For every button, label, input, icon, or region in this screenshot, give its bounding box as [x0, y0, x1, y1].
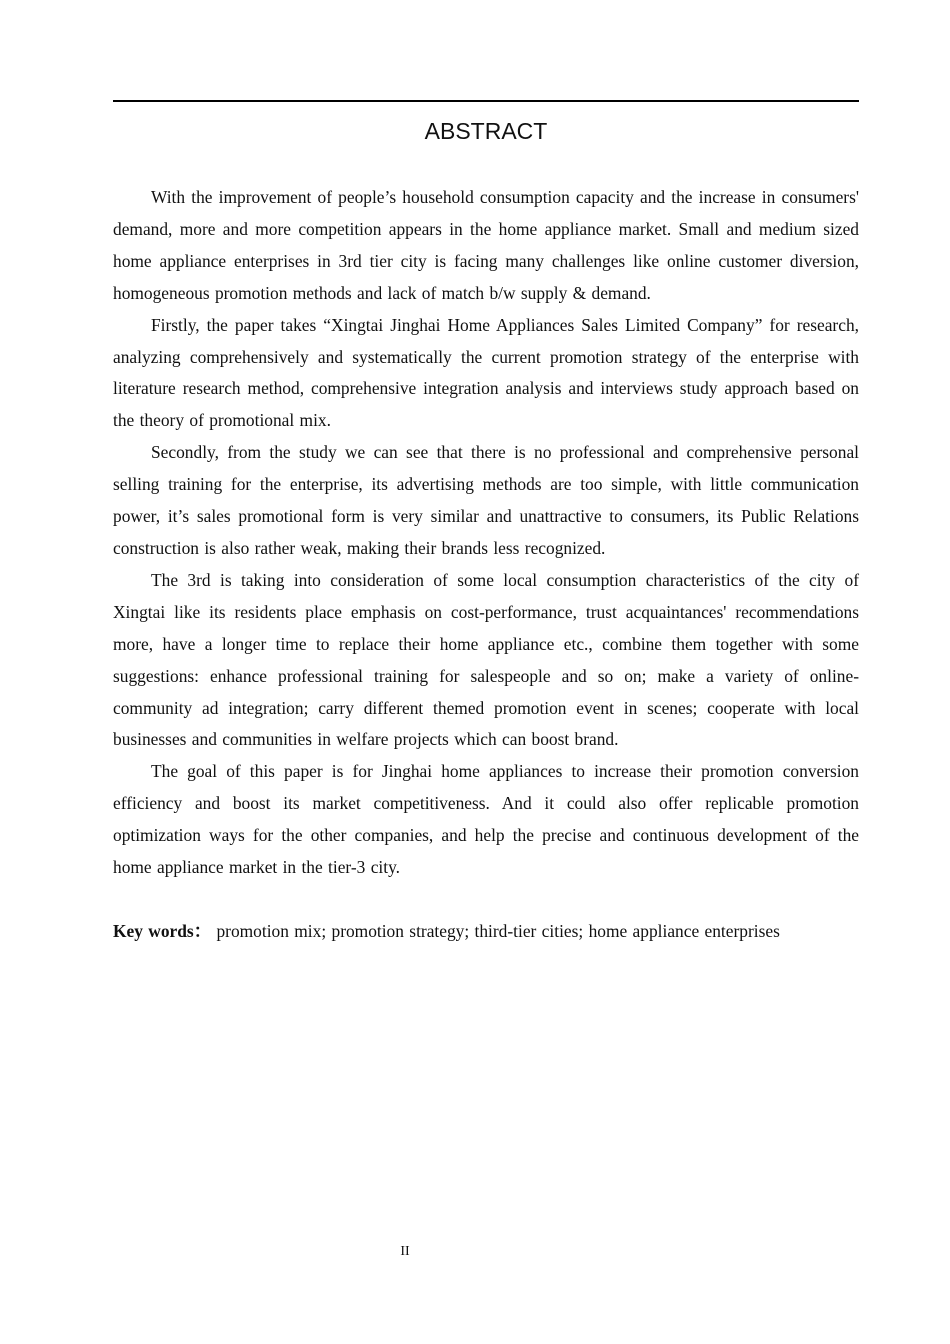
abstract-paragraph-4: The 3rd is taking into consideration of some local consumption characteristics of the city of Xingtai like its residents place emphasis on cost-performance, trust acquaintances' recommendations more, have a longer time to replace their home appliance etc., combine them together with some suggestions: enhance professional training for salespeople and so on; make a variety of online-community ad integration; carry different themed promotion event in scenes; cooperate with local businesses and communities in welfare projects which can boost brand.	[113, 569, 859, 750]
abstract-paragraph-5: The goal of this paper is for Jinghai home appliances to increase their promotion conversion efficiency and boost its market competitiveness. And it could also offer replicable promotion optimization ways for the other companies, and help the precise and continuous development of the home appliance market in the tier-3 city.	[113, 761, 859, 878]
abstract-title: ABSTRACT	[424, 118, 548, 144]
keywords-line	[113, 916, 859, 948]
abstract-paragraph-3: Secondly, from the study we can see that there is no professional and comprehensive personal selling training for the enterprise, its advertising methods are too simple, with little communication power, it’s sales promotional form is very similar and unattractive to consumers, its Public Relations construction is also rather weak, making their brands less recognized.	[113, 442, 859, 558]
abstract-body	[113, 182, 859, 948]
abstract-paragraph-1: With the improvement of people’s household consumption capacity and the increase in consumers' demand, more and more competition appears in the home appliance market. Small and medium sized home appliance enterprises in 3rd tier city is facing many challenges like online customer diversion, homogeneous promotion methods and lack of match b/w supply & demand.	[113, 187, 859, 303]
keywords-text: promotion mix; promotion strategy; third-tier cities; home appliance enterprises	[216, 920, 780, 941]
keywords-label: Key words：	[113, 920, 212, 941]
page-number: II	[400, 1244, 410, 1259]
header-rule	[113, 100, 859, 102]
abstract-paragraph-2: Firstly, the paper takes “Xingtai Jinghai Home Appliances Sales Limited Company” for research, analyzing comprehensively and systematically the current promotion strategy of the enterprise with literature research method, comprehensive integration analysis and interviews study approach based on the theory of promotional mix.	[113, 314, 859, 431]
